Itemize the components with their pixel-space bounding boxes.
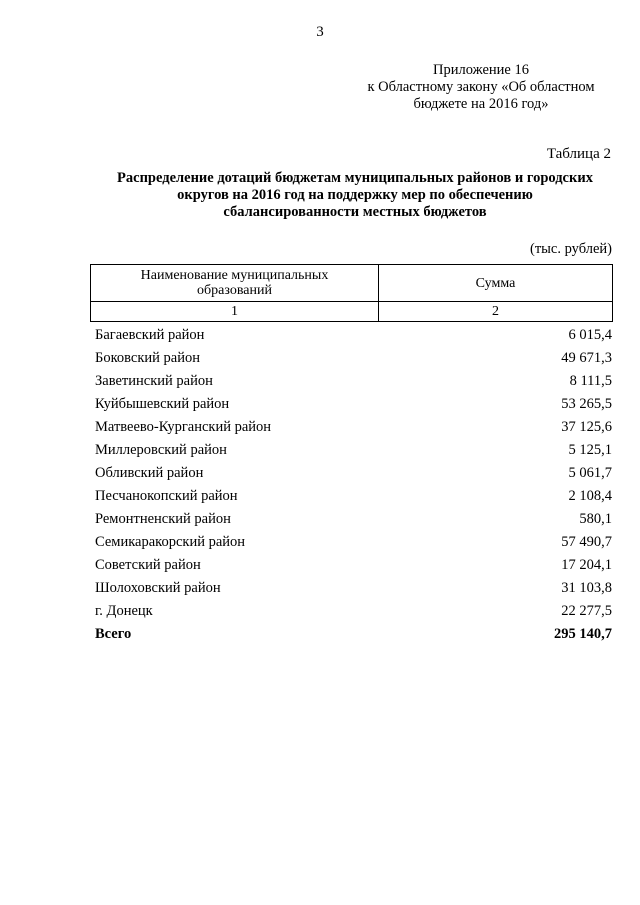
row-name: Шолоховский район [95,580,221,596]
table-row [95,600,612,623]
table-row [95,370,612,393]
table-label: Таблица 2 [546,146,611,162]
row-name: Советский район [95,557,201,573]
table-row [95,324,612,347]
appendix-line-3: бюджете на 2016 год» [413,96,549,112]
title-line-2: округов на 2016 год на поддержку мер по обеспечению [177,187,533,203]
row-name: Боковский район [95,350,200,366]
row-name: Матвеево-Курганский район [95,419,272,435]
row-value: 5 061,7 [568,465,612,481]
row-name: Заветинский район [95,373,213,389]
table-row [95,508,612,531]
row-name: Обливский район [95,465,204,481]
row-value: 49 671,3 [561,350,612,366]
row-value: 6 015,4 [568,327,612,343]
appendix-line-1: Приложение 16 [433,62,529,78]
document-title [85,170,625,221]
row-name: Багаевский район [95,327,205,343]
table-row [95,439,612,462]
table-row [95,577,612,600]
table-row [95,485,612,508]
row-value: 31 103,8 [561,580,612,596]
row-name: Песчанокопский район [95,488,238,504]
row-value: 22 277,5 [561,603,612,619]
row-value: 8 111,5 [569,373,612,389]
table-header [90,264,613,322]
row-name: Миллеровский район [95,442,227,458]
total-row [95,623,612,646]
row-value: 17 204,1 [561,557,612,573]
units-label: (тыс. рублей) [530,241,612,257]
page-number: 3 [316,24,324,40]
row-name: Ремонтненский район [95,511,231,527]
row-value: 37 125,6 [561,419,612,435]
header-name-cell [91,265,379,302]
table-row [95,347,612,370]
row-value: 5 125,1 [568,442,612,458]
column-number-2: 2 [379,302,613,322]
title-line-1: Распределение дотаций бюджетам муниципальных районов и городских [117,170,593,186]
row-value: 580,1 [579,511,612,527]
table-body [95,324,612,646]
header-sum-cell: Сумма [379,265,613,302]
total-label: Всего [95,626,132,642]
row-value: 53 265,5 [561,396,612,412]
table-row [95,554,612,577]
row-name: Семикаракорский район [95,534,246,550]
table-row [95,393,612,416]
row-name: Куйбышевский район [95,396,230,412]
header-name-line-2: образований [197,283,272,298]
header-name-line-1: Наименование муниципальных [140,268,329,283]
total-value: 295 140,7 [554,626,612,642]
appendix-line-2: к Областному закону «Об областном [367,79,595,95]
appendix-reference [351,62,611,113]
table-row [95,416,612,439]
row-value: 2 108,4 [568,488,612,504]
row-name: г. Донецк [95,603,153,619]
table-row [95,462,612,485]
column-number-1: 1 [91,302,379,322]
table-row [95,531,612,554]
row-value: 57 490,7 [561,534,612,550]
title-line-3: сбалансированности местных бюджетов [223,204,487,220]
